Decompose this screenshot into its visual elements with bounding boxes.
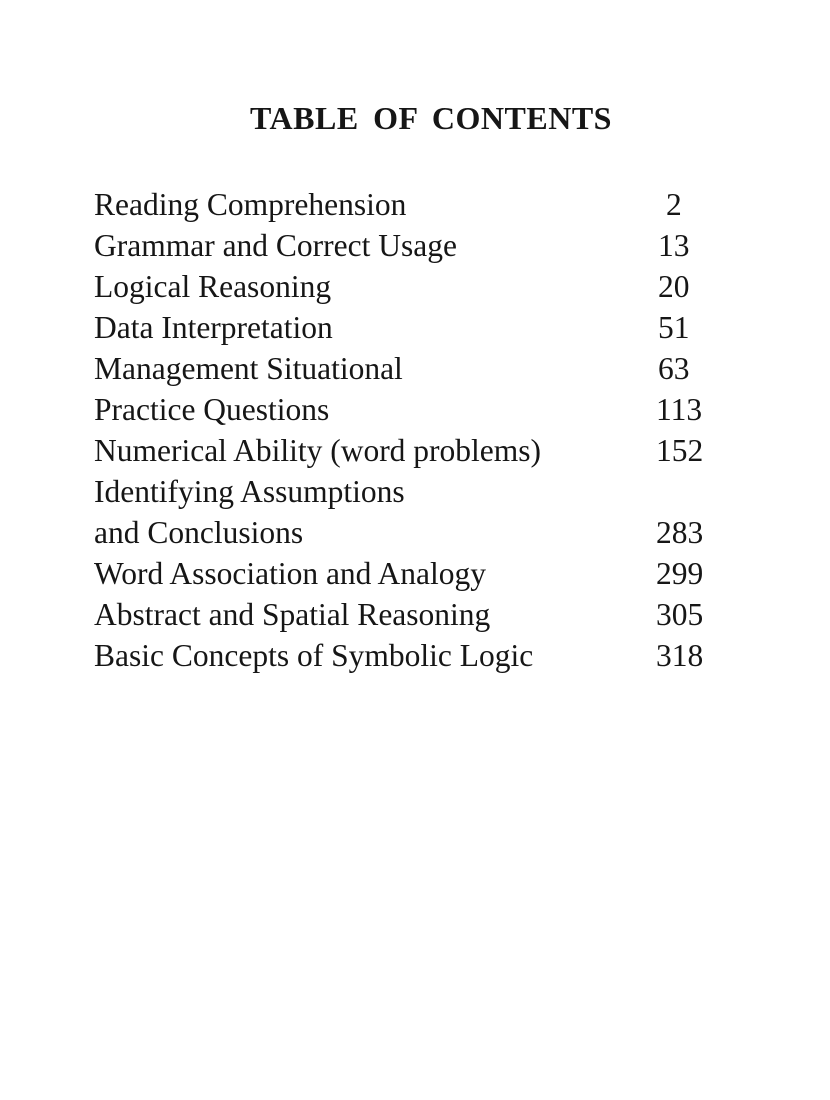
toc-entry-page: 113	[656, 392, 703, 427]
toc-entry	[94, 389, 734, 430]
toc-entry	[94, 184, 734, 225]
toc-entry-label: Grammar and Correct Usage	[94, 228, 457, 263]
toc-entry-label: Identifying Assumptions	[94, 474, 405, 509]
toc-entry-page: 51	[658, 310, 690, 345]
toc-entry	[94, 225, 734, 266]
toc-entry-page: 152	[656, 433, 704, 468]
toc-entry-label: Practice Questions	[94, 392, 330, 427]
toc-entry	[94, 266, 734, 307]
toc-entry	[94, 553, 734, 594]
toc-entry-page: 318	[656, 638, 704, 673]
toc-entry	[94, 430, 734, 471]
toc-entry-label: Abstract and Spatial Reasoning	[94, 597, 491, 632]
toc-entry-label: Management Situational	[94, 351, 403, 386]
toc-entry-label: Word Association and Analogy	[94, 556, 487, 591]
toc-entry-page: 283	[656, 515, 704, 550]
toc-entry-label: Reading Comprehension	[94, 187, 407, 222]
toc-entry-page: 2	[666, 187, 682, 222]
toc-entry	[94, 471, 734, 512]
toc-entry	[94, 348, 734, 389]
toc-entry-page: 20	[658, 269, 690, 304]
toc-entry-label: Logical Reasoning	[94, 269, 332, 304]
toc-entry-label: Numerical Ability (word problems)	[94, 433, 542, 468]
toc-entry-page: 63	[658, 351, 690, 386]
toc-entry	[94, 594, 734, 635]
toc-entry-label: Basic Concepts of Symbolic Logic	[94, 638, 534, 673]
page-title: TABLE OF CONTENTS	[250, 100, 612, 136]
toc-entry	[94, 635, 734, 676]
toc-entry-page: 305	[656, 597, 704, 632]
toc-entry-page: 13	[658, 228, 690, 263]
toc-entry	[94, 512, 734, 553]
toc-entry-label: Data Interpretation	[94, 310, 333, 345]
toc-entry-label: and Conclusions	[94, 515, 304, 550]
toc-entry-page: 299	[656, 556, 704, 591]
toc-entry	[94, 307, 734, 348]
toc-list	[94, 184, 734, 676]
